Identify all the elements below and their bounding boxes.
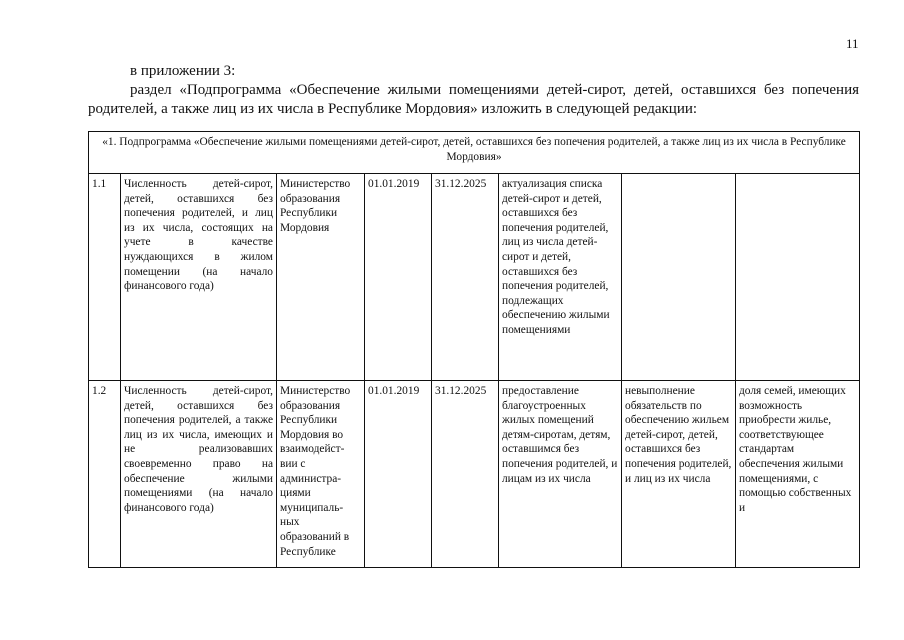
start-date-cell: 01.01.2019	[365, 174, 432, 381]
relation-cell: доля семей, имеющих возможность приобрести жилье, соответствующее стандартам обеспечения жилыми помещениями, с помощью собственных и	[736, 381, 860, 568]
table-row	[89, 174, 860, 381]
indicator-cell: Численность детей-сирот, детей, оставшихся без попечения родителей, и лиц из их числа, состоящих на учете в качестве нуждающихся в жилом помещении (на начало финансового года)	[121, 174, 277, 381]
row-number: 1.1	[89, 174, 121, 381]
end-date-cell: 31.12.2025	[432, 381, 499, 568]
row-number: 1.2	[89, 381, 121, 568]
executor-cell: Министерство образования Республики Мордовия	[277, 174, 365, 381]
intro-line-appendix: в приложении 3:	[130, 63, 236, 79]
page-number: 11	[846, 36, 859, 51]
executor-cell: Министерство образования Республики Мордовия во взаимодейст-вии с администра-циями муниципаль-ных образований в Республике	[277, 381, 365, 568]
intro-text	[88, 62, 859, 119]
start-date-cell: 01.01.2019	[365, 381, 432, 568]
intro-line-section: раздел «Подпрограмма «Обеспечение жилыми помещениями детей-сирот, детей, оставшихся без попечения родителей, а также лиц из их числа в Республике Мордовия» изложить в следующей редакции:	[88, 82, 859, 117]
indicator-cell: Численность детей-сирот, детей, оставшихся без попечения родителей, а также лиц из их числа, имеющих и не реализовавших своевременно право на обеспечение жилыми помещениями (на начало финансового года)	[121, 381, 277, 568]
table-row	[89, 381, 860, 568]
end-date-cell: 31.12.2025	[432, 174, 499, 381]
consequence-cell	[622, 174, 736, 381]
expected-result-cell: предоставление благоустроенных жилых помещений детям-сиротам, детям, оставшимся без попечения родителей, и лицам из их числа	[499, 381, 622, 568]
relation-cell	[736, 174, 860, 381]
subprogram-table	[88, 131, 860, 568]
subprogram-title: «1. Подпрограмма «Обеспечение жилыми помещениями детей-сирот, детей, оставшихся без попечения родителей, а также лиц из их числа в Республике Мордовия»	[89, 132, 860, 174]
consequence-cell: невыполнение обязательств по обеспечению жильем детей-сирот, детей, оставшихся без попечения родителей, и лиц из их числа	[622, 381, 736, 568]
expected-result-cell: актуализация списка детей-сирот и детей, оставшихся без попечения родителей, лиц из числа детей-сирот и детей, оставшихся без попечения родителей, подлежащих обеспечению жилыми помещениями	[499, 174, 622, 381]
